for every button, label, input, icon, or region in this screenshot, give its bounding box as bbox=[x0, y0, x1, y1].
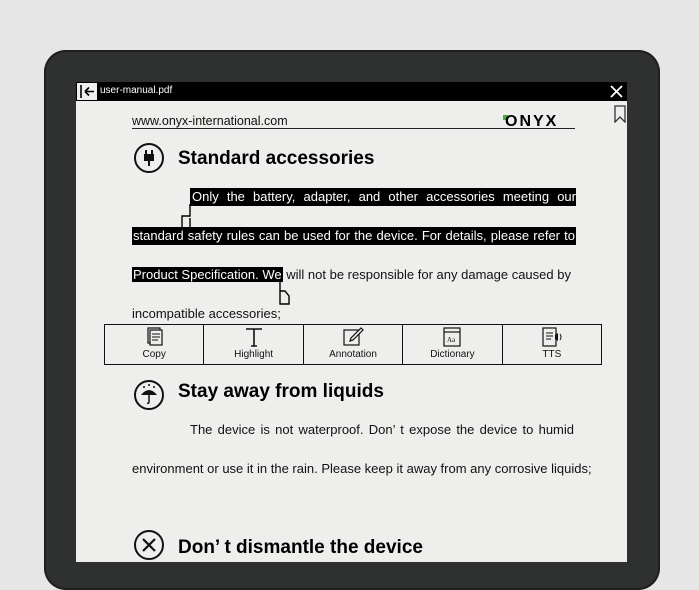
section-title-dont-dismantle: Don’ t dismantle the device bbox=[178, 537, 423, 558]
paragraph-text: will not be responsible for any damage caused by bbox=[282, 267, 571, 282]
onyx-logo bbox=[503, 112, 575, 128]
para1-line1-wrap bbox=[190, 188, 576, 206]
svg-text:Aa: Aa bbox=[447, 336, 456, 344]
annotation-icon bbox=[342, 327, 364, 347]
copy-icon bbox=[143, 327, 165, 347]
highlight-button[interactable] bbox=[204, 325, 303, 364]
selected-text[interactable]: standard safety rules can be used for the device. For details, please refer to bbox=[133, 228, 575, 243]
dictionary-icon bbox=[441, 327, 463, 347]
bookmark-icon[interactable] bbox=[613, 105, 627, 123]
selection-end-handle[interactable] bbox=[278, 282, 292, 306]
tools-icon bbox=[134, 530, 164, 560]
document-filename: user-manual.pdf bbox=[100, 85, 173, 96]
para1-line3 bbox=[132, 266, 576, 284]
plug-icon bbox=[134, 143, 164, 173]
annotation-label: Annotation bbox=[329, 349, 377, 360]
selected-text-end[interactable]: Product Specification. We bbox=[133, 267, 282, 282]
paragraph-text: incompatible accessories; bbox=[132, 306, 281, 321]
paragraph-text: environment or use it in the rain. Please keep it away from any corrosive liquids; bbox=[132, 461, 592, 476]
selection-toolbar bbox=[104, 324, 602, 365]
back-button[interactable] bbox=[76, 82, 98, 101]
tts-icon bbox=[541, 327, 563, 347]
paragraph-text: The device is not waterproof. Don’ t expose the device to humid bbox=[190, 422, 574, 437]
dictionary-label: Dictionary bbox=[430, 349, 475, 360]
back-arrow-icon bbox=[77, 83, 97, 100]
dictionary-button[interactable] bbox=[403, 325, 502, 364]
reader-titlebar bbox=[76, 82, 627, 101]
section-title-stay-away-from-liquids: Stay away from liquids bbox=[178, 381, 384, 402]
selected-text[interactable]: Only the battery, adapter, and other accessories meeting our bbox=[192, 189, 576, 204]
page-header-url: www.onyx-international.com bbox=[132, 114, 288, 128]
copy-button[interactable] bbox=[105, 325, 204, 364]
copy-label: Copy bbox=[142, 349, 166, 360]
logo-text: ONYX bbox=[505, 113, 559, 128]
highlight-icon bbox=[243, 327, 265, 347]
close-icon[interactable] bbox=[608, 83, 625, 100]
tts-button[interactable] bbox=[503, 325, 601, 364]
annotation-button[interactable] bbox=[304, 325, 403, 364]
reader-screen bbox=[76, 82, 627, 562]
section-title-standard-accessories: Standard accessories bbox=[178, 148, 375, 169]
tts-label: TTS bbox=[542, 349, 562, 360]
highlight-label: Highlight bbox=[234, 349, 274, 360]
header-divider bbox=[132, 128, 575, 129]
umbrella-icon bbox=[134, 380, 164, 410]
